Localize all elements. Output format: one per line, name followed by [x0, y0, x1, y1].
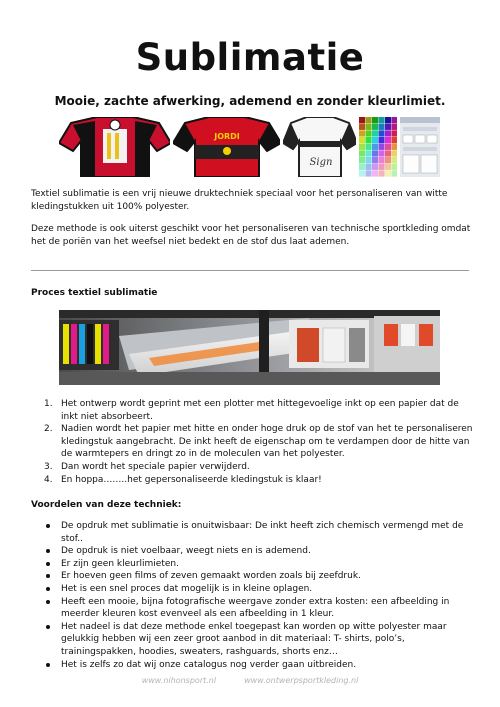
section-divider — [31, 270, 469, 271]
advantage-text: Het is een snel proces dat mogelijk is in kleine oplagen. — [61, 583, 313, 594]
printer-photo — [59, 310, 440, 385]
bullet-icon — [46, 625, 50, 629]
process-steps-list — [31, 398, 476, 486]
advantage-item — [31, 621, 476, 659]
advantage-text: Het nadeel is dat deze methode enkel toegepast kan worden op witte polyester maar gelukkig hebben wij een zeer groot aanbod in dit materiaal: T- shirts, polo’s, trainingspakken, hoodies, sweaters, rashguards, shorts enz… — [61, 621, 447, 657]
bullet-icon — [46, 587, 50, 591]
step-text: En hoppa……..het gepersonaliseerde kledingstuk is klaar! — [61, 474, 322, 485]
process-step — [31, 461, 476, 474]
process-step — [31, 423, 476, 461]
jersey-image-2 — [173, 117, 280, 177]
advantage-item — [31, 570, 476, 583]
bullet-icon — [46, 562, 50, 566]
process-step — [31, 474, 476, 487]
step-number: 3. — [44, 461, 53, 472]
advantage-item — [31, 520, 476, 545]
advantage-item — [31, 583, 476, 596]
advantage-text: De opdruk met sublimatie is onuitwisbaar: De inkt heeft zich chemisch vermengd met de stof.. — [61, 521, 464, 544]
intro-paragraph-2: Deze methode is ook uiterst geschikt voor het personaliseren van technische sportkleding omdat het de poriën van het weefsel niet bedekt en de stof dus laat ademen. — [31, 224, 471, 247]
jersey-signature: Sign — [309, 157, 333, 168]
step-text: Dan wordt het speciale papier verwijderd. — [61, 461, 250, 472]
advantage-item — [31, 659, 476, 672]
step-text: Het ontwerp wordt geprint met een plotter met hittegevoelige inkt op een papier dat de inkt niet absorbeert. — [61, 399, 459, 422]
step-number: 4. — [44, 474, 53, 485]
footer-link-ontwerpsportkleding[interactable]: www.ontwerpsportkleding.nl — [244, 676, 359, 685]
process-step — [31, 398, 476, 423]
step-number: 2. — [44, 424, 53, 435]
footer-link-nihonsport[interactable]: www.nihonsport.nl — [141, 676, 217, 685]
jersey-image-1 — [59, 117, 170, 177]
advantage-text: De opdruk is niet voelbaar, weegt niets en is ademend. — [61, 546, 311, 557]
bullet-icon — [46, 600, 50, 604]
jersey-text: JORDI — [214, 132, 240, 141]
color-palette-image — [359, 117, 398, 177]
bullet-icon — [46, 574, 50, 578]
intro-paragraph-1: Textiel sublimatie is een vrij nieuwe druktechniek speciaal voor het personaliseren van witte kledingstukken uit 100% polyester. — [31, 189, 448, 212]
advantage-text: Er hoeven geen films of zeven gemaakt worden zoals bij zeefdruk. — [61, 571, 361, 582]
advantage-text: Er zijn geen kleurlimieten. — [61, 558, 179, 569]
jersey-banner — [59, 117, 440, 177]
software-screenshot-image — [400, 117, 440, 177]
advantage-item — [31, 558, 476, 571]
step-text: Nadien wordt het papier met hitte en onder hoge druk op de stof van het te personaliseren kledingstuk aangebracht. De inkt heeft de eigenschap om te verdampen door de hitte van de warmtepers en dringt zo in de moleculen van het polyester. — [61, 424, 473, 460]
advantage-item — [31, 596, 476, 621]
page-title: Sublimatie — [135, 36, 365, 79]
bullet-icon — [46, 524, 50, 528]
jersey-image-3 — [283, 117, 356, 177]
advantages-list — [31, 520, 476, 671]
advantages-heading: Voordelen van deze techniek: — [31, 500, 182, 510]
page-subtitle: Mooie, zachte afwerking, ademend en zonder kleurlimiet. — [54, 94, 446, 108]
bullet-icon — [46, 663, 50, 667]
footer — [0, 676, 500, 685]
step-number: 1. — [44, 399, 53, 409]
bullet-icon — [46, 549, 50, 553]
advantage-item — [31, 545, 476, 558]
process-heading: Proces textiel sublimatie — [31, 288, 158, 298]
advantage-text: Het is zelfs zo dat wij onze catalogus nog verder gaan uitbreiden. — [61, 659, 357, 670]
advantage-text: Heeft een mooie, bijna fotografische weergave zonder extra kosten: een afbeelding in meerder kleuren kost evenveel als een afbeelding in 1 kleur. — [61, 596, 450, 620]
